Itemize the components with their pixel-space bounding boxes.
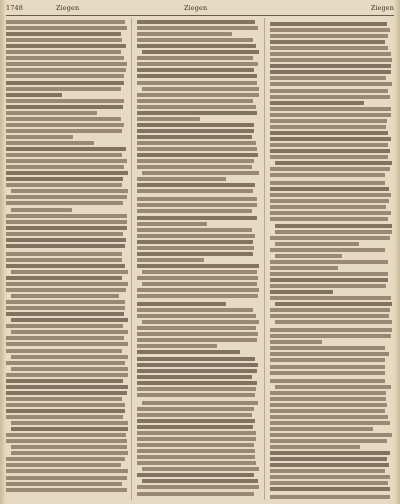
text-line (6, 349, 122, 353)
text-line (142, 320, 259, 324)
text-line (270, 119, 387, 123)
text-line (137, 159, 254, 163)
text-line (6, 93, 62, 97)
text-line (270, 439, 387, 443)
text-line (275, 302, 392, 306)
text-line (137, 123, 254, 127)
text-line (270, 445, 360, 449)
text-line (270, 113, 391, 117)
text-line (137, 407, 254, 411)
text-line (6, 463, 121, 467)
text-line (275, 320, 392, 324)
text-line (270, 284, 386, 288)
text-line (137, 485, 259, 489)
text-line (270, 391, 386, 395)
text-line (137, 258, 204, 262)
text-line (275, 224, 392, 228)
text-line (6, 62, 127, 66)
text-line (137, 38, 253, 42)
text-line (6, 238, 126, 242)
text-line (6, 201, 123, 205)
text-line (270, 334, 391, 338)
text-line (270, 371, 385, 375)
text-line (6, 20, 125, 24)
text-line (137, 56, 253, 60)
text-line (137, 308, 253, 312)
text-line (137, 141, 256, 145)
text-line (137, 344, 217, 348)
column-separator (264, 18, 265, 500)
text-line (270, 296, 391, 300)
text-line (137, 449, 255, 453)
text-line (137, 234, 255, 238)
text-line (6, 244, 125, 248)
text-line (6, 105, 123, 109)
text-line (275, 230, 392, 234)
text-line (270, 155, 388, 159)
text-line (142, 401, 258, 405)
text-line (137, 387, 256, 391)
header-term-center: Ziegen (184, 4, 208, 12)
text-line (270, 403, 387, 407)
text-line (270, 28, 390, 32)
text-line (6, 56, 124, 60)
text-line (270, 346, 385, 350)
text-line (6, 415, 123, 419)
text-line (6, 276, 122, 280)
text-line (6, 74, 124, 78)
text-line (6, 165, 124, 169)
text-line (270, 379, 385, 383)
page-number: 1748 (6, 4, 23, 12)
text-line (142, 467, 259, 471)
text-line (6, 397, 122, 401)
text-line (270, 427, 373, 431)
text-line (270, 211, 391, 215)
text-line (270, 248, 385, 252)
text-line (275, 254, 342, 258)
text-line (270, 415, 388, 419)
text-line (6, 457, 125, 461)
text-line (137, 62, 258, 66)
text-line (137, 44, 256, 48)
text-line (11, 427, 128, 431)
text-line (270, 475, 390, 479)
text-line (11, 451, 128, 455)
text-line (6, 159, 127, 163)
text-column-2 (137, 18, 259, 500)
text-line (142, 282, 257, 286)
text-line (6, 469, 128, 473)
text-line (11, 421, 128, 425)
text-line (270, 358, 385, 362)
text-line (137, 20, 255, 24)
text-line (137, 26, 258, 30)
text-line (270, 181, 385, 185)
text-line (137, 492, 254, 496)
text-line (137, 276, 258, 280)
text-line (6, 476, 127, 480)
text-line (270, 469, 385, 473)
text-line (270, 266, 338, 270)
text-line (137, 369, 257, 373)
text-line (6, 153, 122, 157)
text-line (137, 189, 253, 193)
text-line (270, 167, 390, 171)
text-line (270, 173, 385, 177)
text-line (270, 487, 390, 491)
text-line (270, 107, 391, 111)
text-line (137, 443, 254, 447)
text-line (6, 409, 125, 413)
text-line (11, 367, 128, 371)
text-line (137, 93, 259, 97)
text-line (6, 147, 126, 151)
text-line (137, 363, 258, 367)
text-line (137, 216, 257, 220)
text-line (6, 336, 124, 340)
text-line (137, 461, 256, 465)
text-line (6, 32, 121, 36)
text-line (137, 74, 257, 78)
text-line (275, 161, 392, 165)
text-line (6, 232, 123, 236)
text-line (142, 270, 257, 274)
text-line (137, 117, 200, 121)
text-line (6, 117, 121, 121)
text-line (270, 76, 386, 80)
text-line (270, 193, 391, 197)
text-line (142, 87, 259, 91)
text-line (270, 328, 392, 332)
text-line (270, 58, 392, 62)
text-line (270, 137, 391, 141)
text-line (137, 288, 259, 292)
text-line (270, 52, 391, 56)
text-line (6, 81, 124, 85)
text-line (6, 324, 123, 328)
text-line (6, 177, 123, 181)
text-line (11, 189, 128, 193)
text-line (270, 481, 388, 485)
text-line (137, 105, 256, 109)
text-line (6, 264, 125, 268)
text-line (270, 365, 385, 369)
text-line (270, 149, 390, 153)
text-line (6, 68, 126, 72)
text-line (6, 50, 121, 54)
text-line (6, 44, 126, 48)
text-line (6, 135, 73, 139)
text-line (270, 397, 386, 401)
text-line (6, 373, 128, 377)
text-line (270, 34, 388, 38)
text-line (270, 272, 388, 276)
text-line (137, 437, 256, 441)
text-line (6, 123, 124, 127)
text-line (6, 306, 125, 310)
text-line (142, 50, 259, 54)
text-line (137, 81, 257, 85)
text-line (6, 439, 127, 443)
text-line (270, 457, 387, 461)
text-line (6, 183, 122, 187)
header-rule (6, 15, 394, 16)
text-line (137, 222, 207, 226)
text-line (11, 294, 119, 298)
text-line (137, 183, 255, 187)
text-line (6, 312, 124, 316)
text-line (270, 421, 390, 425)
text-line (142, 171, 259, 175)
text-line (137, 99, 253, 103)
text-line (270, 463, 389, 467)
text-line (6, 99, 124, 103)
text-line (11, 270, 128, 274)
text-line (137, 177, 226, 181)
text-line (137, 393, 255, 397)
text-line (11, 330, 128, 334)
text-line (270, 131, 388, 135)
text-line (137, 240, 253, 244)
text-line (270, 205, 386, 209)
text-column-1 (6, 18, 128, 500)
text-line (137, 314, 256, 318)
text-line (137, 165, 252, 169)
text-line (6, 111, 97, 115)
text-line (6, 361, 125, 365)
text-line (270, 22, 387, 26)
text-line (270, 340, 322, 344)
text-line (270, 40, 385, 44)
text-line (270, 64, 391, 68)
text-line (6, 226, 127, 230)
text-line (270, 495, 390, 499)
text-line (137, 357, 255, 361)
text-line (137, 419, 255, 423)
text-line (270, 433, 392, 437)
text-line (270, 95, 390, 99)
text-line (11, 355, 128, 359)
text-line (270, 101, 364, 105)
text-line (11, 445, 127, 449)
text-line (137, 294, 258, 298)
text-line (137, 228, 252, 232)
header-term-right: Ziegen (370, 4, 394, 12)
text-line (270, 187, 389, 191)
text-line (137, 32, 232, 36)
text-line (137, 332, 258, 336)
text-line (137, 350, 240, 354)
text-line (6, 282, 128, 286)
text-line (6, 252, 122, 256)
text-line (270, 260, 388, 264)
text-line (270, 70, 391, 74)
text-line (6, 220, 127, 224)
right-edge-shade (394, 0, 400, 504)
text-line (275, 242, 359, 246)
text-line (6, 385, 128, 389)
text-line (275, 385, 391, 389)
text-line (6, 379, 123, 383)
text-line (11, 318, 128, 322)
text-line (6, 391, 127, 395)
text-line (142, 479, 258, 483)
text-line (137, 153, 258, 157)
text-line (137, 264, 259, 268)
text-line (137, 111, 257, 115)
text-line (6, 141, 94, 145)
text-line (6, 195, 127, 199)
text-line (270, 89, 388, 93)
text-line (6, 171, 128, 175)
text-line (270, 143, 388, 147)
text-line (270, 217, 388, 221)
text-line (6, 288, 126, 292)
text-line (137, 252, 253, 256)
text-line (6, 342, 128, 346)
text-line (270, 290, 333, 294)
text-line (6, 433, 126, 437)
text-line (6, 87, 121, 91)
text-line (137, 455, 255, 459)
text-line (6, 482, 122, 486)
column-separator (131, 18, 132, 500)
header-term-left: Ziegen (56, 4, 80, 12)
text-line (6, 488, 127, 492)
text-line (270, 82, 392, 86)
text-line (137, 197, 257, 201)
text-line (137, 203, 257, 207)
text-line (137, 68, 254, 72)
text-line (6, 300, 125, 304)
text-line (137, 147, 257, 151)
text-line (137, 425, 253, 429)
text-line (6, 38, 122, 42)
text-line (137, 338, 257, 342)
text-line (6, 26, 127, 30)
text-line (270, 409, 385, 413)
text-line (137, 326, 256, 330)
text-line (137, 246, 254, 250)
text-line (137, 431, 256, 435)
text-line (6, 403, 125, 407)
text-line (137, 302, 226, 306)
text-column-3 (270, 18, 392, 500)
text-line (137, 135, 252, 139)
text-line (270, 451, 390, 455)
text-line (137, 375, 252, 379)
text-line (270, 314, 389, 318)
text-line (137, 381, 257, 385)
text-line (11, 208, 72, 212)
text-line (6, 214, 127, 218)
text-line (270, 46, 388, 50)
text-line (6, 129, 122, 133)
text-line (270, 125, 386, 129)
text-line (270, 199, 389, 203)
text-line (270, 308, 390, 312)
text-line (137, 473, 254, 477)
text-line (137, 209, 252, 213)
text-line (6, 258, 122, 262)
text-line (270, 278, 388, 282)
text-line (270, 236, 390, 240)
text-line (137, 413, 252, 417)
text-line (137, 129, 254, 133)
text-line (270, 352, 389, 356)
